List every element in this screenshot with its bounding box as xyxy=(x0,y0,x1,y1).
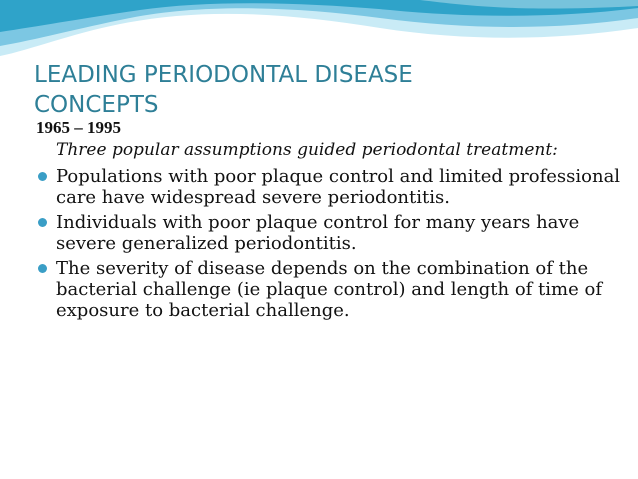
list-item xyxy=(32,166,622,208)
bullet-dot-icon xyxy=(38,264,47,273)
bullet-text: Populations with poor plaque control and limited professional care have widespread severe periodontitis. xyxy=(56,166,621,208)
slide-title xyxy=(34,60,614,120)
title-line-1: LEADING PERIODONTAL DISEASE xyxy=(34,62,413,88)
slide-body xyxy=(32,140,622,325)
bullet-dot-icon xyxy=(38,218,47,227)
date-range: 1965 – 1995 xyxy=(36,118,121,137)
intro-text: Three popular assumptions guided periodontal treatment: xyxy=(56,140,558,160)
bullet-text: Individuals with poor plaque control for many years have severe generalized periodontitis. xyxy=(56,212,580,254)
bullet-text: The severity of disease depends on the combination of the bacterial challenge (ie plaque control) and length of time of exposure to bacterial challenge. xyxy=(56,258,602,321)
bullet-dot-icon xyxy=(38,172,47,181)
title-line-2: CONCEPTS xyxy=(34,92,159,118)
bullet-list xyxy=(32,166,622,321)
list-item xyxy=(32,212,622,254)
list-item xyxy=(32,258,622,321)
